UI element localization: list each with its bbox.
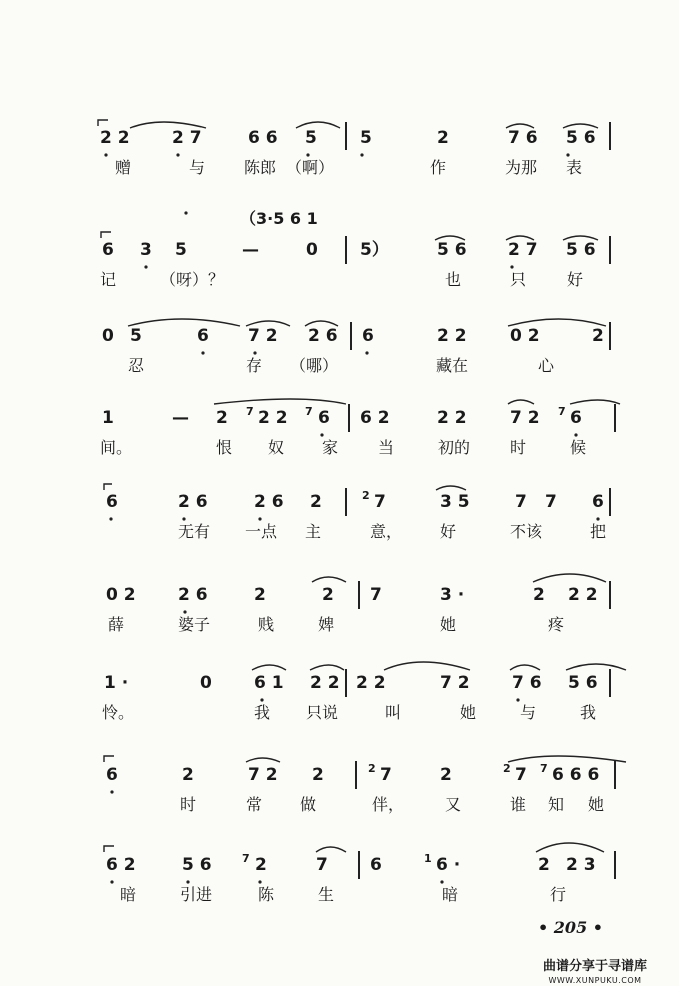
note: 6	[592, 492, 604, 512]
lyrics-line	[0, 797, 679, 827]
lyric: 伴，	[372, 795, 405, 814]
note: 2 6	[254, 492, 284, 512]
lyrics-line	[0, 272, 679, 302]
lyrics-line	[0, 705, 679, 735]
note: 2 2	[356, 673, 386, 693]
lyric: 陈郎	[244, 158, 277, 177]
lyric: 也	[445, 270, 462, 289]
notes-line	[0, 130, 679, 160]
notes-line	[0, 489, 679, 524]
note: 7	[380, 765, 392, 785]
note: 6 6 6	[552, 765, 600, 785]
watermark-title: 曲谱分享于寻谱库	[542, 959, 647, 974]
note: 2	[216, 408, 228, 428]
bar-line	[614, 404, 616, 432]
lyrics-line	[0, 440, 679, 470]
lyric: （呀）？	[160, 270, 225, 289]
lyric: 贱	[258, 615, 275, 634]
lyrics-line	[0, 617, 679, 647]
lyric: 赠	[115, 158, 132, 177]
bar-line	[609, 322, 611, 350]
intro-phrase: （3·5 6 1	[240, 209, 318, 228]
note: 5	[360, 128, 372, 148]
note: 7	[242, 852, 250, 865]
note: 2 6	[178, 585, 208, 605]
lyric: 做	[300, 795, 317, 814]
note: 2	[312, 765, 324, 785]
lyric: （哪）	[290, 356, 339, 375]
lyric: 只说	[306, 703, 339, 722]
note: 7 6	[508, 128, 538, 148]
lyric: 只	[510, 270, 527, 289]
note: 6 6	[248, 128, 278, 148]
note: 2	[322, 585, 334, 605]
note: 2 2	[310, 673, 340, 693]
lyric: 她	[440, 615, 457, 634]
bar-line	[345, 236, 347, 264]
lyric: 记	[100, 270, 117, 289]
note: 1	[424, 852, 432, 865]
lyric: 婢	[318, 615, 335, 634]
note: 2	[533, 585, 545, 605]
bar-line	[345, 669, 347, 697]
lyric: 好	[567, 270, 584, 289]
lyric: 与	[189, 158, 206, 177]
note: 2	[362, 489, 370, 502]
lyric: 间。	[100, 438, 133, 457]
lyric: 时	[180, 795, 197, 814]
lyric: 存	[246, 356, 263, 375]
lyric: 我	[254, 703, 271, 722]
lyric: 我	[580, 703, 597, 722]
lyric: 疼	[548, 615, 565, 634]
bar-line	[614, 851, 616, 879]
notes-line	[0, 762, 679, 797]
bar-line	[358, 851, 360, 879]
note: 7	[558, 405, 566, 418]
bar-line	[609, 581, 611, 609]
note: 2	[368, 762, 376, 775]
notes-line	[0, 328, 679, 358]
note: 6	[102, 240, 114, 260]
note: 2 3	[566, 855, 596, 875]
lyric: 又	[445, 795, 462, 814]
lyric: 意，	[370, 522, 403, 541]
note: 2 2	[437, 408, 467, 428]
notes-line	[0, 242, 679, 272]
notes-line	[0, 675, 679, 705]
note: 5 6	[437, 240, 467, 260]
note: 2	[255, 855, 267, 875]
lyric: 当	[378, 438, 395, 457]
note: 2	[503, 762, 511, 775]
lyric: 她	[588, 795, 605, 814]
note: 0	[102, 326, 114, 346]
note: 6	[197, 326, 209, 346]
note: 6	[318, 408, 330, 428]
note: 5	[175, 240, 187, 260]
note: 7	[515, 492, 527, 512]
bar-line	[345, 122, 347, 150]
note: 7	[540, 762, 548, 775]
lyric: 藏在	[436, 356, 469, 375]
note: 7	[545, 492, 557, 512]
note: 5 6	[182, 855, 212, 875]
note: 5 6	[568, 673, 598, 693]
note: 7	[246, 405, 254, 418]
lyric: 心	[538, 356, 555, 375]
note: 5	[305, 128, 317, 148]
note: 2	[538, 855, 550, 875]
note: 2 2	[437, 326, 467, 346]
lyric: 与	[520, 703, 537, 722]
bar-line	[609, 488, 611, 516]
lyric: 常	[246, 795, 263, 814]
watermark-url: WWW.XUNPUKU.COM	[548, 976, 642, 985]
lyric: 奴	[268, 438, 285, 457]
bar-line	[609, 122, 611, 150]
note: 7	[305, 405, 313, 418]
page-number: • 205 •	[538, 918, 603, 937]
lyric: 谁	[510, 795, 527, 814]
bar-line	[609, 669, 611, 697]
lyric: 婆子	[178, 615, 211, 634]
watermark	[520, 955, 670, 985]
bar-line	[355, 761, 357, 789]
lyric: 不该	[510, 522, 543, 541]
note: 2 2	[568, 585, 598, 605]
lyric: 无有	[178, 522, 211, 541]
lyric: 主	[305, 522, 322, 541]
bar-line	[350, 322, 352, 350]
lyric: 一点	[245, 522, 278, 541]
note: 6	[570, 408, 582, 428]
note: 2	[254, 585, 266, 605]
lyric: 暗	[120, 885, 137, 904]
lyric: 为那	[505, 158, 538, 177]
lyric: 薛	[108, 615, 125, 634]
note: 7	[370, 585, 382, 605]
note: 5 6	[566, 128, 596, 148]
note: 7 2	[440, 673, 470, 693]
note: 0	[306, 240, 318, 260]
lyric: 恨	[216, 438, 233, 457]
lyric: 候	[570, 438, 587, 457]
note: 2	[440, 765, 452, 785]
note: 2	[592, 326, 604, 346]
note: 2	[310, 492, 322, 512]
note: 7 2	[248, 765, 278, 785]
note: 1	[102, 408, 114, 428]
note: 6 ·	[436, 855, 461, 875]
note: 7 2	[510, 408, 540, 428]
note: 2 7	[172, 128, 202, 148]
note: 1 ·	[104, 673, 129, 693]
note: 0 2	[106, 585, 136, 605]
note: 2 7	[508, 240, 538, 260]
lyric: 初的	[438, 438, 471, 457]
note: 2	[182, 765, 194, 785]
lyric: 引进	[180, 885, 213, 904]
bar-line	[609, 236, 611, 264]
note: 2 6	[178, 492, 208, 512]
lyric: （啊）	[286, 158, 335, 177]
note: 5	[130, 326, 142, 346]
lyric: 时	[510, 438, 527, 457]
lyric: 忍	[128, 356, 145, 375]
note: 2 2	[100, 128, 130, 148]
lyrics-line	[0, 358, 679, 388]
lyric: 陈	[258, 885, 275, 904]
lyric: 作	[430, 158, 447, 177]
note: 3 ·	[440, 585, 465, 605]
note: 6 1	[254, 673, 284, 693]
note: 2 6	[308, 326, 338, 346]
note: 2 2	[258, 408, 288, 428]
lyric: 知	[548, 795, 565, 814]
lyric: 叫	[385, 703, 402, 722]
notes-line	[0, 852, 679, 887]
notes-line	[0, 405, 679, 440]
bar-line	[358, 581, 360, 609]
bar-line	[348, 404, 350, 432]
note: 6	[106, 765, 118, 785]
note: 7	[316, 855, 328, 875]
note: 3	[140, 240, 152, 260]
lyric: 她	[460, 703, 477, 722]
lyrics-line	[0, 524, 679, 554]
note: 6	[362, 326, 374, 346]
lyric: 家	[322, 438, 339, 457]
notes-line	[0, 587, 679, 617]
lyric: 表	[566, 158, 583, 177]
lyric: 好	[440, 522, 457, 541]
note: 6	[370, 855, 382, 875]
lyric: 暗	[442, 885, 459, 904]
note: 7	[374, 492, 386, 512]
note: 3 5	[440, 492, 470, 512]
note: 5）	[360, 240, 389, 260]
bar-line	[614, 761, 616, 789]
lyric: 把	[590, 522, 607, 541]
note: 7 2	[248, 326, 278, 346]
note: —	[172, 408, 189, 428]
lyrics-line	[0, 160, 679, 190]
note: 6 2	[106, 855, 136, 875]
lyrics-line	[0, 887, 679, 917]
note: 7 6	[512, 673, 542, 693]
note: 5 6	[566, 240, 596, 260]
lyric: 生	[318, 885, 335, 904]
lyric: 怜。	[102, 703, 135, 722]
note: —	[242, 240, 259, 260]
lyric: 行	[550, 885, 567, 904]
note: 6	[106, 492, 118, 512]
note: 0 2	[510, 326, 540, 346]
note: 6 2	[360, 408, 390, 428]
note: 0	[200, 673, 212, 693]
note: 2	[437, 128, 449, 148]
bar-line	[345, 488, 347, 516]
note: 7	[515, 765, 527, 785]
